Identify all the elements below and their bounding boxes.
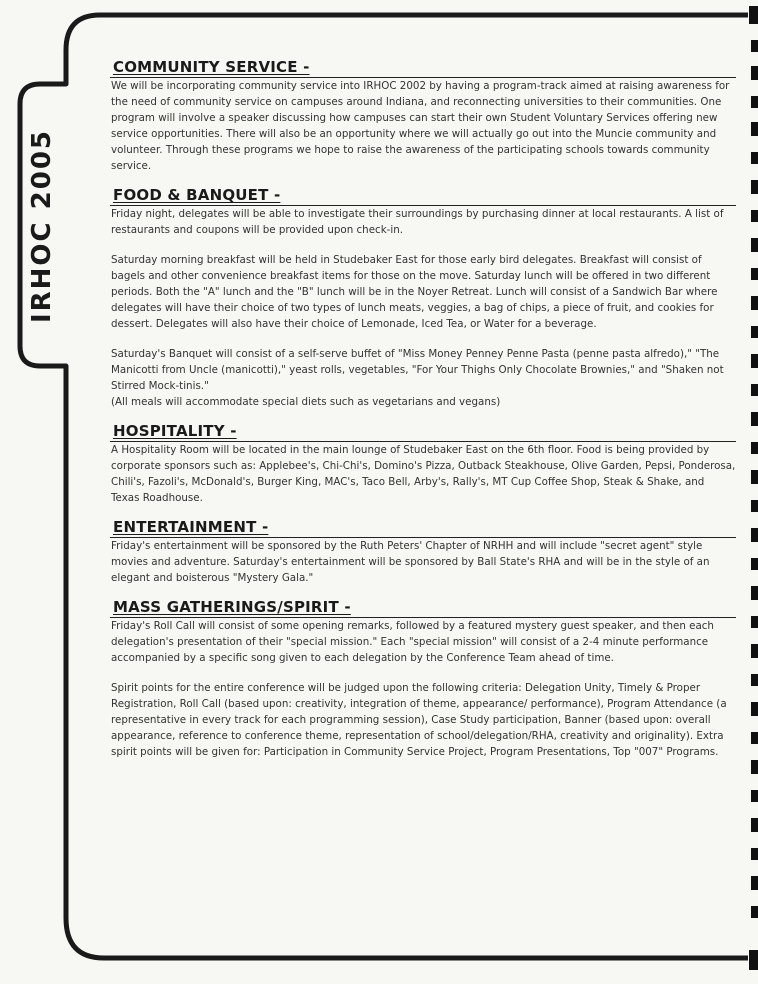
- section-paragraph: Saturday morning breakfast will be held in Studebaker East for those early bird delegates. Breakfast will consist of bagels and other convenience breakfast items for those on the move. Saturday lunch will be offered in two different periods. Both the "A" lunch and the "B" lunch will be in the Noyer Retreat. Lunch will consist of a Sandwich Bar where delegates will have their choice of two types of lunch meats, veggies, a bag of chips, a piece of fruit, and cookies for dessert. Delegates will also have their choice of Lemonade, Iced Tea, or Water for a beverage.: [111, 254, 718, 330]
- section-food-banquet: [110, 186, 736, 410]
- binding-holes: [749, 6, 758, 970]
- side-tab-label: IRHOC 2005: [27, 128, 57, 324]
- section-mass-gatherings: [110, 598, 736, 760]
- section-community-service: [110, 58, 736, 174]
- section-heading: ENTERTAINMENT -: [110, 518, 736, 538]
- section-heading: HOSPITALITY -: [110, 422, 736, 442]
- section-entertainment: [110, 518, 736, 586]
- section-heading: FOOD & BANQUET -: [110, 186, 736, 206]
- section-paragraph: We will be incorporating community service into IRHOC 2002 by having a program-track aimed at raising awareness for the need of community service on campuses around Indiana, and reconnecting universities to their communities. One program will involve a speaker discussing how campuses can start their own Student Voluntary Services offering new service opportunities. There will also be an opportunity where we will actually go out into the Muncie community and volunteer. Through these programs we hope to raise the awareness of the participating schools towards community service.: [111, 80, 730, 172]
- section-heading: MASS GATHERINGS/SPIRIT -: [110, 598, 736, 618]
- section-hospitality: [110, 422, 736, 506]
- section-paragraph: Spirit points for the entire conference will be judged upon the following criteria: Delegation Unity, Timely & Proper Registration, Roll Call (based upon: creativity, integration of theme, appearance/ performance), Program Attendance (a representative in every track for each programming session), Case Study participation, Banner (based upon: overall appearance, reference to conference theme, representation of school/delegation/RHA, creativity and originality). Extra spirit points will be given for: Participation in Community Service Project, Program Presentations, Top "007" Programs.: [111, 682, 727, 758]
- document-body: [110, 58, 736, 760]
- section-paragraph: Friday's entertainment will be sponsored by the Ruth Peters' Chapter of NRHH and will include "secret agent" style movies and adventure. Saturday's entertainment will be sponsored by Ball State's RHA and will be in the style of an elegant and boisterous "Mystery Gala.": [111, 540, 710, 584]
- section-heading: COMMUNITY SERVICE -: [110, 58, 736, 78]
- section-paragraph: Saturday's Banquet will consist of a self-serve buffet of "Miss Money Penney Penne Pasta (penne pasta alfredo)," "The Manicotti from Uncle (manicotti)," yeast rolls, vegetables, "For Your Thighs Only Chocolate Brownies," and "Shaken not Stirred Mock-tinis." (All meals will accommodate special diets such as vegetarians and vegans): [111, 348, 724, 408]
- section-paragraph: Friday's Roll Call will consist of some opening remarks, followed by a featured mystery guest speaker, and then each delegation's presentation of their "special mission." Each "special mission" will consist of a 2-4 minute performance accompanied by a specific song given to each delegation by the Conference Team ahead of time.: [111, 620, 714, 664]
- side-tab: [20, 86, 64, 366]
- section-paragraph: Friday night, delegates will be able to investigate their surroundings by purchasing dinner at local restaurants. A list of restaurants and coupons will be provided upon check-in.: [111, 208, 724, 236]
- section-paragraph: A Hospitality Room will be located in the main lounge of Studebaker East on the 6th floor. Food is being provided by corporate sponsors such as: Applebee's, Chi-Chi's, Domino's Pizza, Outback Steakhouse, Olive Garden, Pepsi, Ponderosa, Chili's, Fazoli's, McDonald's, Burger King, MAC's, Taco Bell, Arby's, Rally's, MT Cup Coffee Shop, Steak & Shake, and Texas Roadhouse.: [111, 444, 736, 504]
